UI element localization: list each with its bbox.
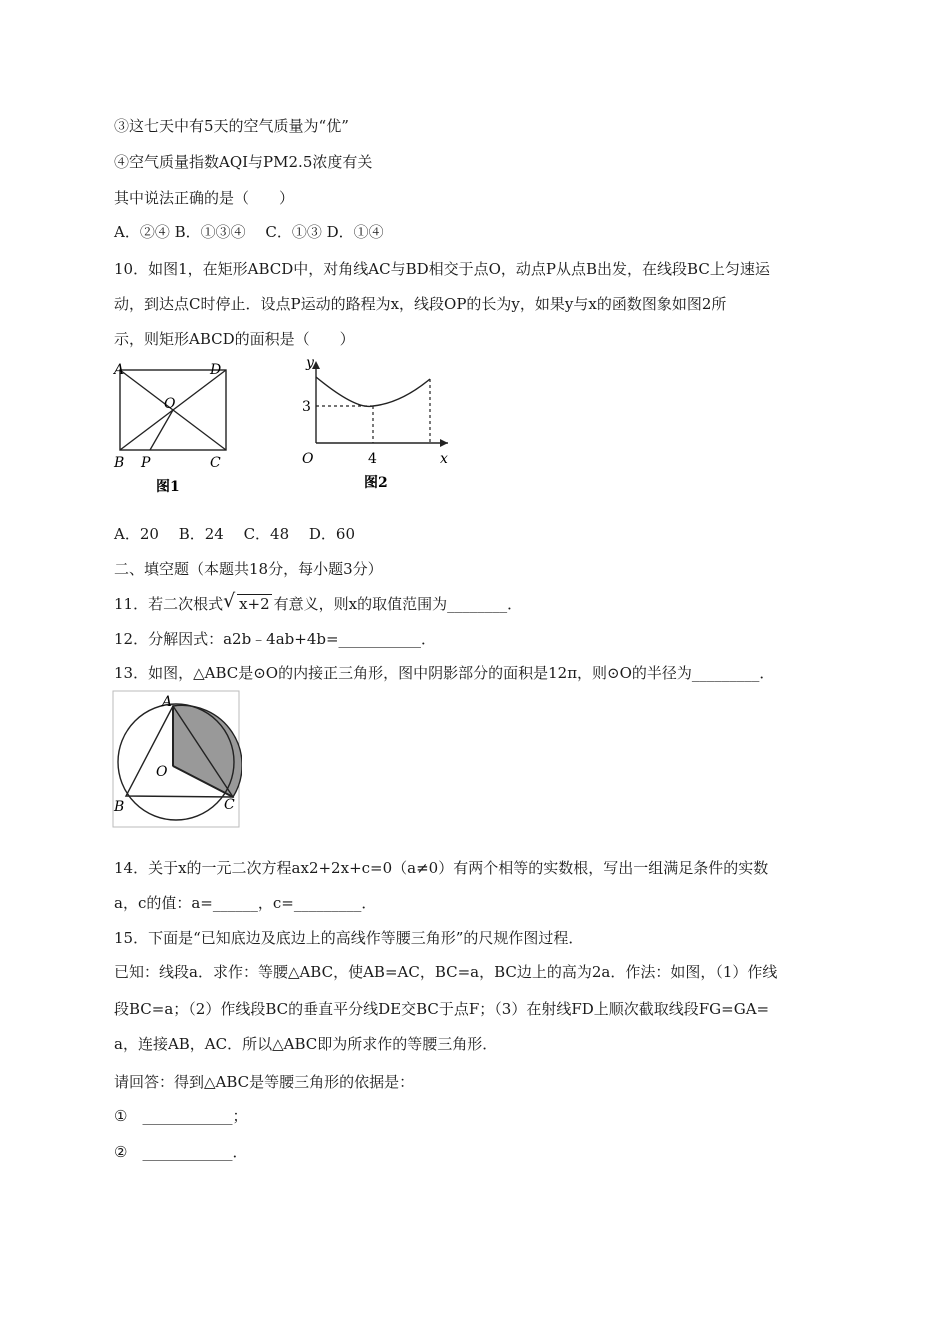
question-10-line1: 10．如图1，在矩形ABCD中，对角线AC与BD相交于点O，动点P从点B出发，在线段BC上匀速运 — [114, 260, 770, 278]
caption-fig1: 图1 — [156, 479, 180, 495]
sqrt-radical: √ x+2 — [223, 590, 270, 613]
question-15-line3: 段BC=a；（2）作线段BC的垂直平分线DE交BC于点F；（3）在射线FD上顺次截取线段FG=GA= — [114, 1000, 770, 1018]
question-15-line5: 请回答：得到△ABC是等腰三角形的依据是： — [114, 1073, 415, 1091]
section-heading: 二、填空题（本题共18分，每小题3分） — [114, 560, 383, 578]
text-line: A．②④ B．①③④ C．①③ D．①④ — [114, 223, 384, 241]
question-14-line1: 14．关于x的一元二次方程ax2+2x+c=0（a≠0）有两个相等的实数根，写出一组满足条件的实数 — [114, 859, 769, 877]
q11-prefix: 11．若二次根式 — [114, 595, 224, 613]
label-D: D — [210, 362, 222, 378]
text-line: ④空气质量指数AQI与PM2.5浓度有关 — [114, 153, 373, 171]
figure-2-graph — [296, 355, 456, 500]
label-origin: O — [302, 451, 314, 467]
label-P: P — [141, 455, 151, 471]
figure-1-rectangle — [112, 358, 252, 498]
question-15-line2: 已知：线段a．求作：等腰△ABC，使AB=AC，BC=a，BC边上的高为2a．作法：如图，（1）作线 — [114, 963, 778, 981]
q11-suffix: 有意义，则x的取值范围为________． — [273, 595, 523, 613]
label-B: B — [114, 455, 125, 471]
question-10-line3: 示，则矩形ABCD的面积是（ ） — [114, 330, 355, 348]
label-4: 4 — [368, 451, 377, 467]
answer-blank-2: ② ____________． — [114, 1143, 248, 1161]
question-13: 13．如图，△ABC是⊙O的内接正三角形，图中阴影部分的面积是12π，则⊙O的半径为_________． — [114, 664, 775, 682]
answer-blank-1: ① ____________； — [114, 1107, 248, 1125]
label-3: 3 — [302, 399, 311, 415]
label-C: C — [210, 455, 221, 471]
label-B: B — [114, 799, 125, 815]
text-line: 其中说法正确的是（ ） — [114, 189, 295, 207]
label-A: A — [162, 694, 173, 710]
question-14-line2: a，c的值：a=______，c=_________． — [114, 894, 377, 912]
question-12: 12．分解因式：a2b﹣4ab+4b=___________． — [114, 630, 437, 648]
text-line: ③这七天中有5天的空气质量为“优” — [114, 117, 349, 135]
label-O: O — [156, 764, 168, 780]
caption-fig2: 图2 — [364, 475, 388, 491]
question-10-line2: 动，到达点C时停止．设点P运动的路程为x，线段OP的长为y，如果y与x的函数图象如图2所 — [114, 295, 727, 313]
question-11 — [114, 590, 523, 614]
radicand: x+2 — [239, 595, 270, 613]
label-y: y — [306, 355, 314, 371]
label-x: x — [440, 451, 448, 467]
label-A: A — [114, 362, 125, 378]
question-15-line4: a，连接AB，AC．所以△ABC即为所求作的等腰三角形． — [114, 1035, 498, 1053]
label-O: O — [164, 396, 176, 412]
question-10-options: A．20 B．24 C．48 D．60 — [114, 525, 356, 543]
label-C: C — [224, 797, 235, 813]
question-15-line1: 15．下面是“已知底边及底边上的高线作等腰三角形”的尺规作图过程． — [114, 929, 584, 947]
figure-3-circle — [112, 690, 242, 830]
